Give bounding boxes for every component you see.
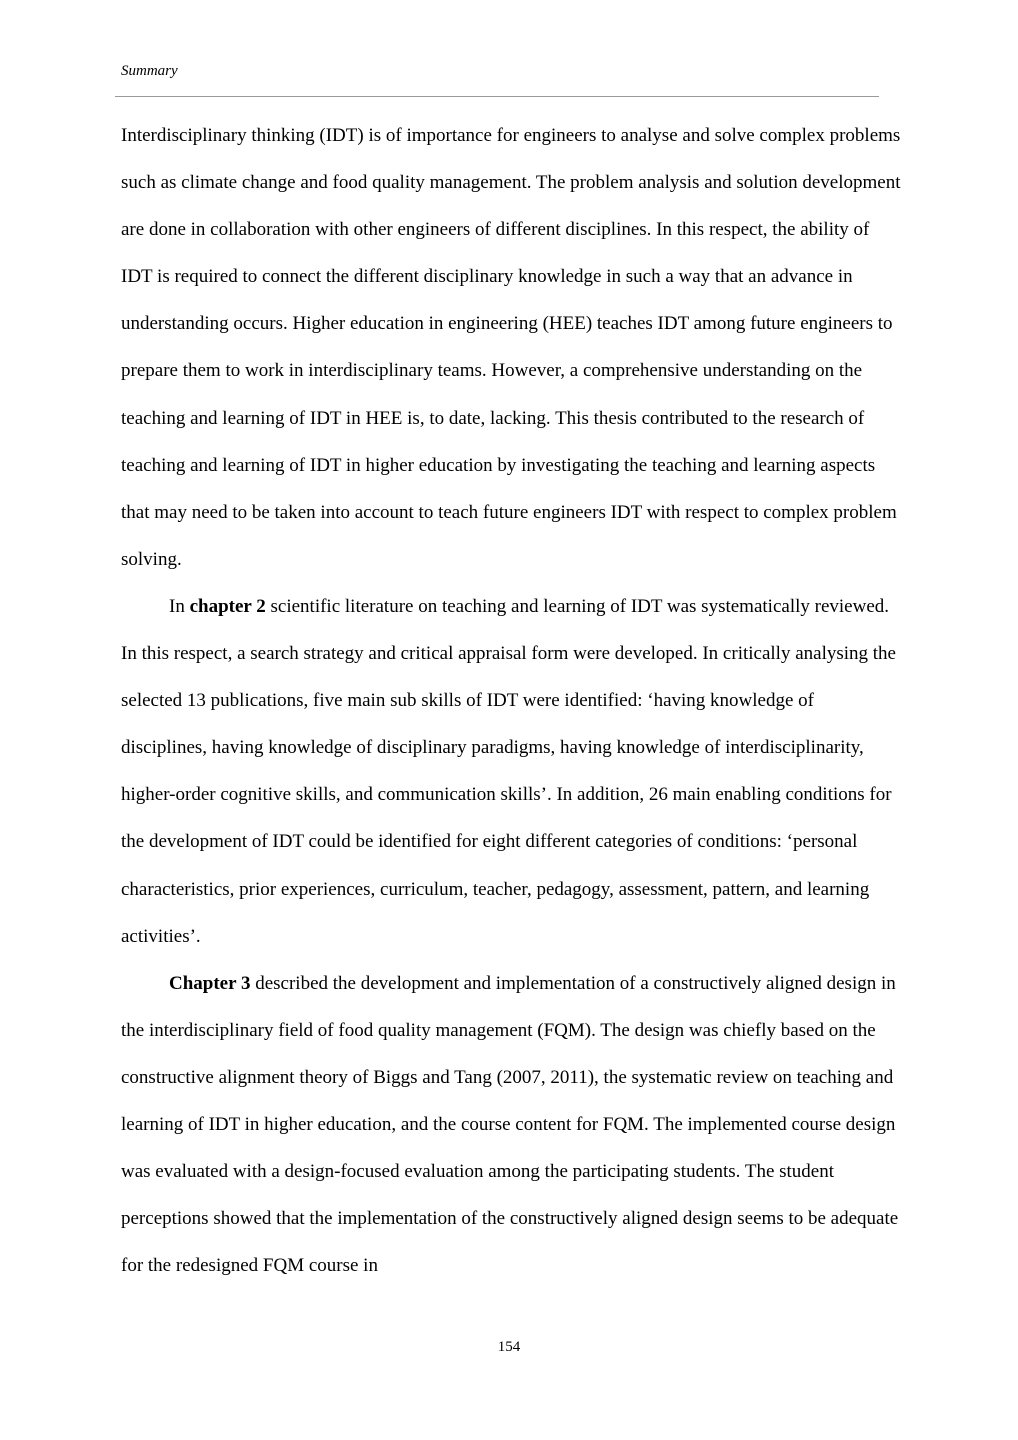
paragraph-chapter-2-lead: In [169, 595, 190, 617]
paragraph-introduction: Interdisciplinary thinking (IDT) is of importance for engineers to analyse and solve complex problems such as climate change and food quality management. The problem analysis and solution development are done in collaboration with other engineers of different disciplines. In this respect, the ability of IDT is required to connect the different disciplinary knowledge in such a way that an advance in understanding occurs. Higher education in engineering (HEE) teaches IDT among future engineers to prepare them to work in interdisciplinary teams. However, a comprehensive understanding on the teaching and learning of IDT in HEE is, to date, lacking. This thesis contributed to the research of teaching and learning of IDT in higher education by investigating the teaching and learning aspects that may need to be taken into account to teach future engineers IDT with respect to complex problem solving. [121, 125, 901, 570]
chapter-2-reference: chapter 2 [189, 595, 266, 617]
running-header: Summary [121, 63, 178, 79]
chapter-3-reference: Chapter 3 [169, 972, 251, 994]
paragraph-chapter-2-text: scientific literature on teaching and learning of IDT was systematically reviewed. In this respect, a search strategy and critical appraisal form were developed. In critically analysing the selected 13 publications, five main sub skills of IDT were identified: ‘having knowledge of disciplines, having knowledge of disciplinary paradigms, having knowledge of interdisciplinarity, higher-order cognitive skills, and communication skills’. In addition, 26 main enabling conditions for the development of IDT could be identified for eight different categories of conditions: ‘personal characteristics, prior experiences, curriculum, teacher, pedagogy, assessment, pattern, and learning activities’. [121, 595, 896, 947]
page-number: 154 [497, 1339, 521, 1355]
paragraph-chapter-3-text: described the development and implementation of a constructively aligned design in the interdisciplinary field of food quality management (FQM). The design was chiefly based on the constructive alignment theory of Biggs and Tang (2007, 2011), the systematic review on teaching and learning of IDT in higher education, and the course content for FQM. The implemented course design was evaluated with a design-focused evaluation among the participating students. The student perceptions showed that the implementation of the constructively aligned design seems to be adequate for the redesigned FQM course in [121, 972, 899, 1277]
summary-body [121, 112, 901, 1289]
paragraph-chapter-3 [121, 960, 901, 1290]
paragraph-chapter-2 [121, 583, 901, 960]
header-divider [115, 96, 879, 97]
